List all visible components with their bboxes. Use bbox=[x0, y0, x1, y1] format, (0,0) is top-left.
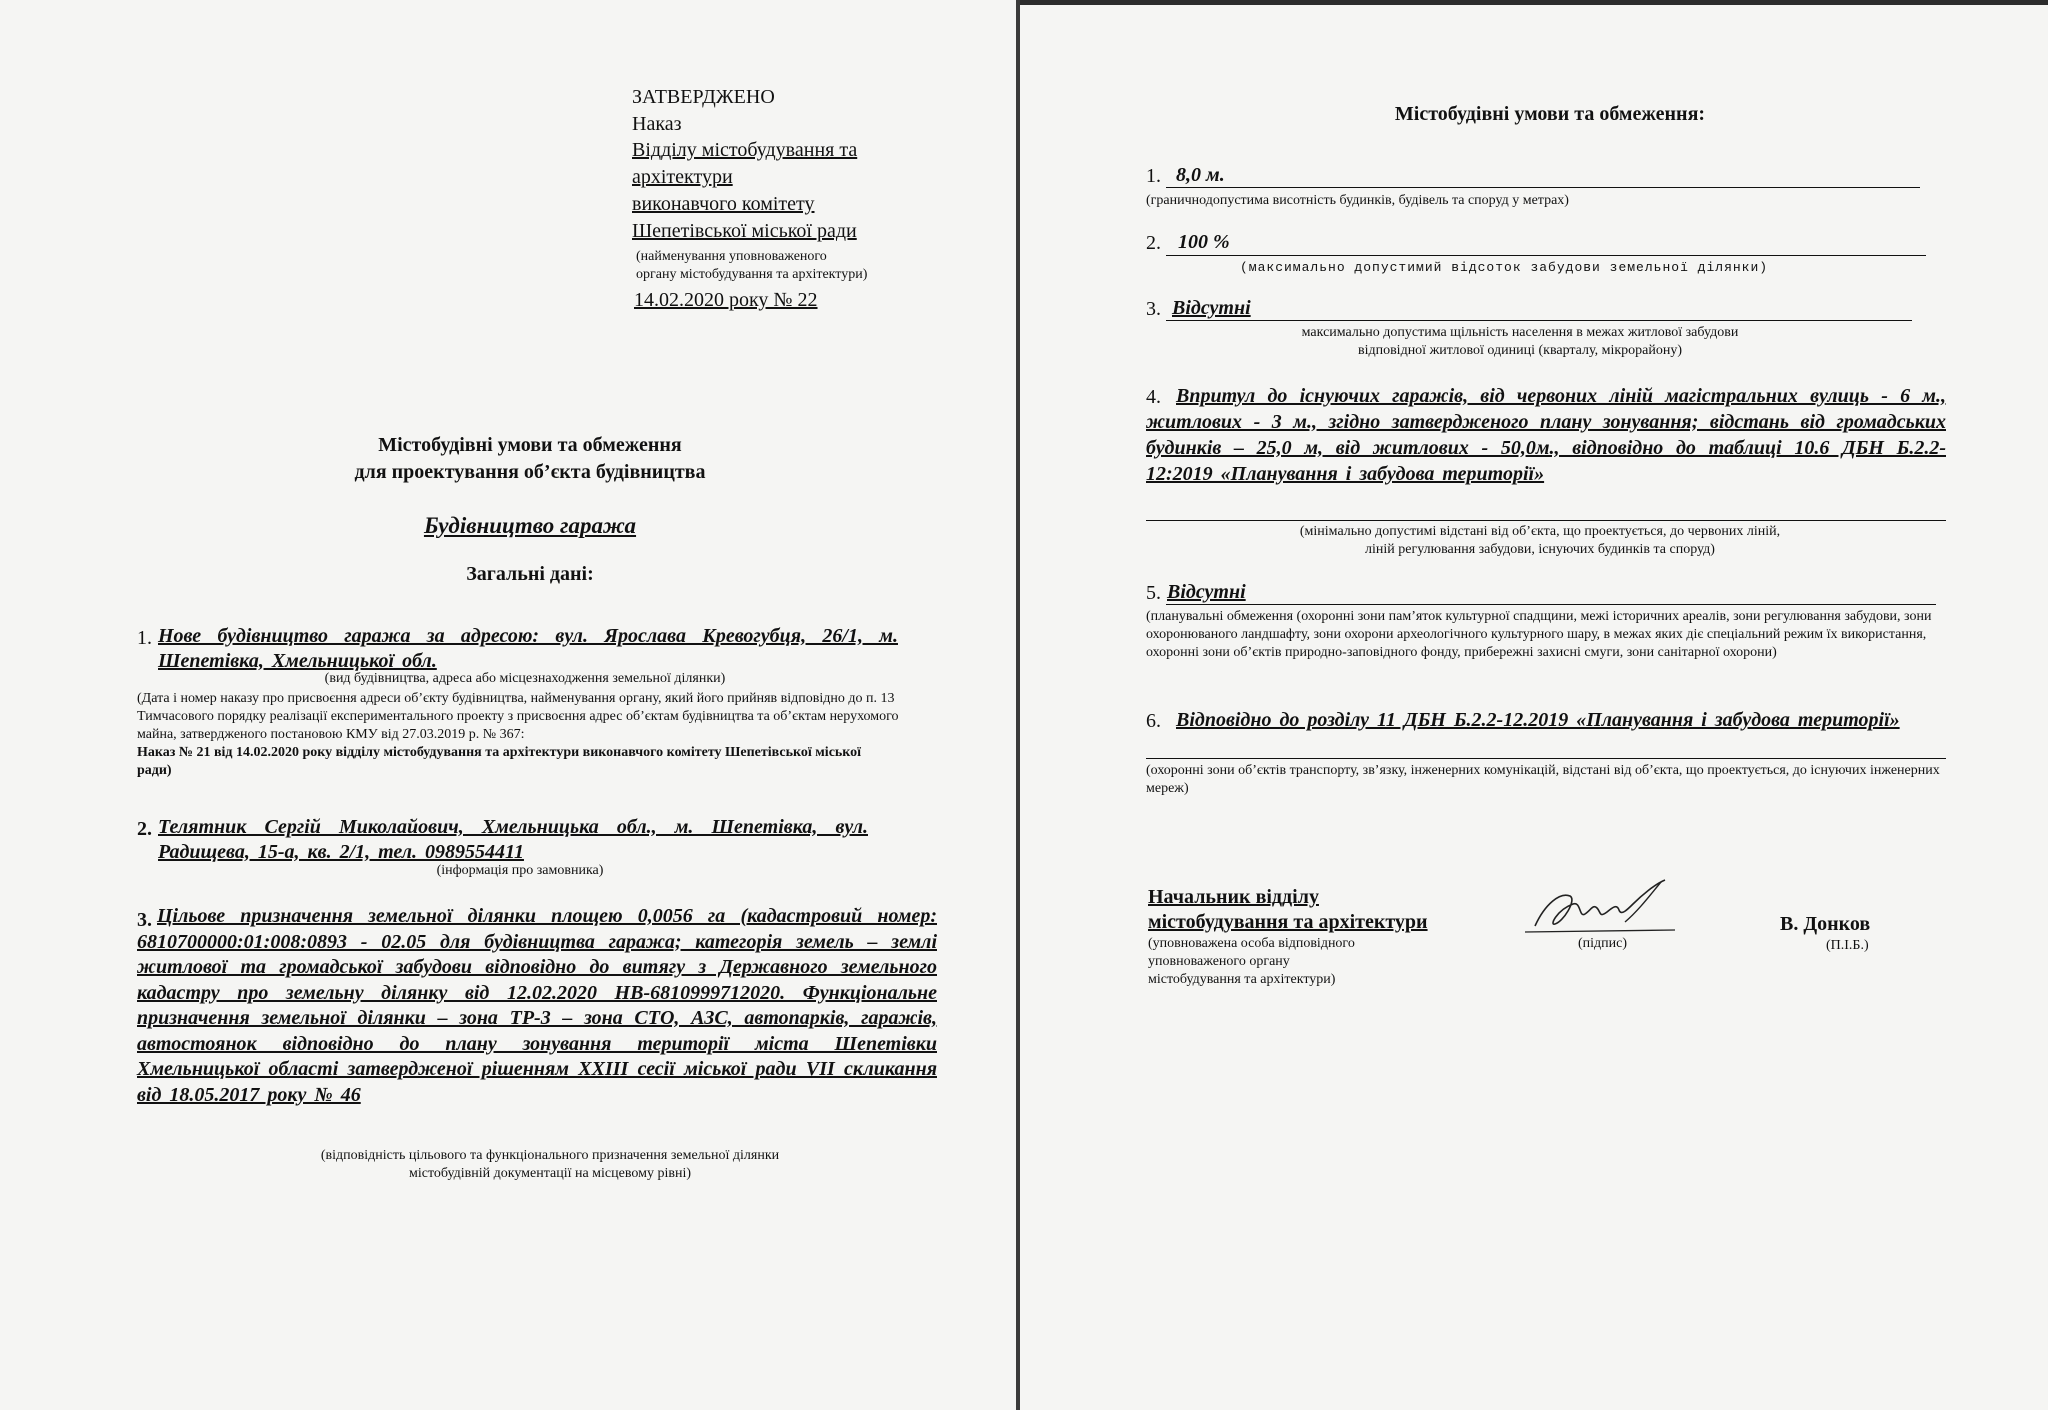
handwritten-signature bbox=[1515, 874, 1715, 944]
item3-caption2: містобудівній документації на місцевому рівні) bbox=[408, 1166, 691, 1181]
cond1-underline bbox=[1166, 187, 1920, 188]
cond3-underline bbox=[1166, 320, 1912, 321]
item3-number: 3. bbox=[137, 909, 152, 931]
item1-note: (Дата і номер наказу про присвоєння адреси об’єкту будівництва, найменування органу, який його прийняв відповідно до п. 13 Тимчасового порядку реалізації експериментального проекту з присвоєння адрес об’єктам будівництва та об’єктам нерухомого майна, затвердженого постановою КМУ від 27.03.2019 р. № 367: bbox=[137, 691, 899, 742]
cond4-caption2: ліній регулювання забудови, існуючих будинків та споруд) bbox=[1365, 542, 1715, 557]
cond4-underline bbox=[1146, 520, 1946, 521]
signer-name-caption: (П.І.Б.) bbox=[1826, 938, 1869, 953]
approval-line4: архітектури bbox=[632, 166, 733, 188]
cond6-number: 6. bbox=[1146, 710, 1161, 732]
item1-caption: (вид будівництва, адреса або місцезнаходження земельної ділянки) bbox=[324, 671, 726, 686]
cond4-caption1: (мінімально допустимі відстані від об’єкта, що проектується, до червоних ліній, bbox=[1299, 524, 1781, 539]
cond4-number: 4. bbox=[1146, 386, 1161, 408]
cond6-text: Відповідно до розділу 11 ДБН Б.2.2-12.2019 «Планування і забудова території» bbox=[1176, 709, 1900, 731]
cond2-underline bbox=[1166, 255, 1926, 256]
cond6-caption: (охоронні зони об’єктів транспорту, зв’язку, інженерних комунікацій, відстані від об’єкта, що проектується, до існуючих інженерних мереж) bbox=[1146, 763, 1940, 796]
cond5-caption: (планувальні обмеження (охоронні зони пам’яток культурної спадщини, межі історичних ареалів, зони регулювання забудови, зони охоронюваного ландшафту, зони охорони археологічного культурного шару, в межах яких діє спеціальний режим їх використання, охоронні зони об’єктів природно-заповідного фонду, прибережні захисні смуги, зони санітарної охорони) bbox=[1146, 609, 1932, 660]
signature-caption: (підпис) bbox=[1578, 936, 1628, 951]
cond1-number: 1. bbox=[1146, 165, 1161, 187]
signer-name: В. Донков bbox=[1780, 913, 1871, 935]
cond5-value: Відсутні bbox=[1167, 581, 1246, 603]
right-page bbox=[1020, 0, 2048, 1410]
left-title-2: для проектування об’єкта будівництва bbox=[354, 461, 706, 483]
item2-text: Телятник Сергій Миколайович, Хмельницька обл., м. Шепетівка, вул. Радищева, 15-а, кв. 2/1, тел. 0989554411 bbox=[158, 816, 868, 863]
cond3-number: 3. bbox=[1146, 298, 1161, 320]
item3-text: Цільове призначення земельної ділянки площею 0,0056 га (кадастровий номер: 6810700000:01:008:0893 - 02.05 для будівництва гаража; категорія земель – землі житлової та громадської забудови відповідно до витягу з Державного земельного кадастру про земельну ділянку від 12.02.2020 НВ-6810999712020. Функціональне призначення земельної ділянки – зона ТР-3 – зона СТО, АЗС, автопарків, гаражів, автостоянок відповідно до плану зонування території міста Шепетівки Хмельницької області затвердженої рішенням XXIII сесії міської ради VII скликання від 18.05.2017 року № 46 bbox=[137, 905, 937, 1106]
item1-text: Нове будівництво гаража за адресою: вул. Ярослава Кревогубця, 26/1, м. Шепетівка, Хмельницької обл. bbox=[158, 625, 898, 672]
signer-authority-2: уповноваженого органу bbox=[1148, 954, 1290, 969]
item2-number: 2. bbox=[137, 818, 152, 840]
cond1-caption: (граничнодопустима висотність будинків, будівель та споруд у метрах) bbox=[1146, 193, 1569, 208]
signer-authority-3: містобудування та архітектури) bbox=[1148, 972, 1336, 987]
approval-line2: Наказ bbox=[632, 113, 682, 135]
cond3-caption2: відповідної житлової одиниці (кварталу, мікрорайону) bbox=[1357, 343, 1683, 358]
left-title-1: Містобудівні умови та обмеження bbox=[378, 434, 682, 456]
approval-line3: Відділу містобудування та bbox=[632, 139, 858, 161]
signer-authority-1: (уповноважена особа відповідного bbox=[1148, 936, 1355, 951]
approval-date: 14.02.2020 року № 22 bbox=[634, 289, 818, 311]
general-data-heading: Загальні дані: bbox=[466, 563, 594, 585]
item1-order: Наказ № 21 від 14.02.2020 року відділу містобудування та архітектури виконавчого комітету Шепетівської міської ради) bbox=[137, 745, 862, 778]
item2-caption: (інформація про замовника) bbox=[436, 863, 604, 878]
item1-number: 1. bbox=[137, 627, 152, 649]
cond5-number: 5. bbox=[1146, 582, 1161, 604]
cond1-value: 8,0 м. bbox=[1176, 164, 1225, 186]
cond2-caption: (максимально допустимий відсоток забудови земельної ділянки) bbox=[1240, 260, 1769, 275]
cond5-underline bbox=[1166, 604, 1936, 605]
approval-line6: Шепетівської міської ради bbox=[632, 220, 857, 242]
item3-caption1: (відповідність цільового та функціонального призначення земельної ділянки bbox=[320, 1148, 780, 1163]
cond2-value: 100 % bbox=[1178, 231, 1230, 253]
right-title: Містобудівні умови та обмеження: bbox=[1394, 103, 1706, 125]
page-divider bbox=[1016, 0, 1020, 1410]
signer-position-2: містобудування та архітектури bbox=[1148, 911, 1428, 933]
approval-line5: виконавчого комітету bbox=[632, 193, 815, 215]
cond3-value: Відсутні bbox=[1172, 297, 1251, 319]
cond6-underline bbox=[1146, 758, 1946, 759]
cond3-caption1: максимально допустима щільність населення в межах житлової забудови bbox=[1301, 325, 1739, 340]
approval-line1: ЗАТВЕРДЖЕНО bbox=[632, 86, 775, 108]
approval-note1: (найменування уповноваженого bbox=[636, 249, 827, 264]
cond2-number: 2. bbox=[1146, 232, 1161, 254]
approval-note2: органу містобудування та архітектури) bbox=[636, 267, 868, 282]
object-title: Будівництво гаража bbox=[423, 513, 637, 538]
scan-edge bbox=[1020, 0, 2048, 5]
cond4-text: Впритул до існуючих гаражів, від червоних ліній магістральних вулиць - 6 м., житлових - 3 м., згідно затвердженого плану зонування; відстань від громадських будинків – 25,0 м, від житлових - 50,0м., відповідно до таблиці 10.6 ДБН Б.2.2-12:2019 «Планування і забудова території» bbox=[1146, 385, 1946, 485]
signer-position-1: Начальник відділу bbox=[1148, 886, 1319, 908]
